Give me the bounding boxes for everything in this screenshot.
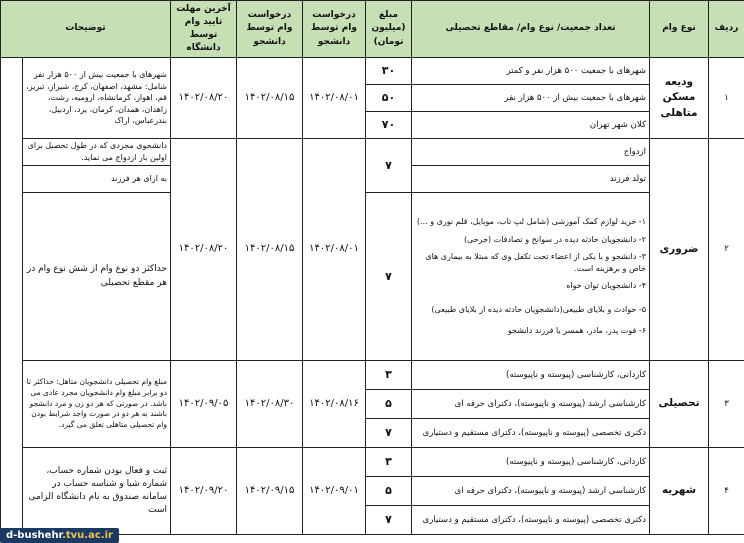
table-row bbox=[1, 448, 744, 477]
list-item: ۱- خرید لوازم کمک آموزشی (شامل لپ تاب، موبایل، قلم نوری و ...) bbox=[416, 216, 646, 226]
table-row bbox=[1, 139, 744, 166]
header-notes: توضیحات bbox=[1, 1, 171, 58]
table-row bbox=[1, 193, 744, 361]
header-amount: مبلغ (میلیون تومان) bbox=[366, 1, 412, 58]
amount-value: ۷ bbox=[366, 193, 412, 361]
amount-value: ۵ bbox=[366, 390, 412, 419]
list-item: ۳- دانشجو و یا یکی از اعضاء تحت تکفل وی که مبتلا به بیماری های خاص و برهزینه است. bbox=[425, 252, 646, 273]
notes-cell: شهرهای با جمعیت بیش از ۵۰۰ هزار نفر شامل: مشهد، اصفهان، کرج، شیراز، تبریز، قم، اهواز، کرمانشاه، ارومیه، رشت، زاهدان، همدان، کرمان، یزد، اردبیل، بندرعباس، اراک bbox=[23, 58, 171, 139]
population-desc: کاردانی، کارشناسی (پیوسته و ناپیوسته) bbox=[412, 448, 650, 477]
population-desc: کلان شهر تهران bbox=[412, 112, 650, 139]
population-desc: دکتری تخصصی (پیوسته و ناپیوسته)، دکترای مستقیم و دستیاری bbox=[412, 419, 650, 448]
amount-value: ۵۰ bbox=[366, 85, 412, 112]
essential-list bbox=[412, 193, 650, 361]
request-end-date: ۱۴۰۲/۰۹/۱۵ bbox=[237, 448, 303, 535]
approval-date: ۱۴۰۲/۰۸/۲۰ bbox=[171, 139, 237, 361]
population-desc: شهرهای با جمعیت بیش از ۵۰۰ هزار نفر bbox=[412, 85, 650, 112]
notes-cell: مبلغ وام تحصیلی دانشجویان متاهل: حداکثر تا دو برابر مبلغ وام دانشجویان مجرد عادی می باشد. در صورتی که هر دو زن و مرد دانشجو باشند به هر دو در صورت واجد شرایط بودن وام تحصیلی متاهلی تعلق می گیرد. bbox=[23, 361, 171, 448]
population-desc: کارشناسی ارشد (پیوسته و ناپیوسته)، دکترای حرفه ای bbox=[412, 477, 650, 506]
list-item: ۵- حوادث و بلایای طبیعی(دانشجویان حادثه دیده از بلایای طبیعی) bbox=[431, 304, 646, 314]
header-population: تعداد جمعیت/ نوع وام/ مقاطع تحصیلی bbox=[412, 1, 650, 58]
list-item: ۶- فوت پدر، مادر، همسر یا فرزند دانشجو bbox=[507, 326, 646, 336]
site-watermark bbox=[0, 528, 119, 543]
request-start-date: ۱۴۰۲/۰۸/۰۱ bbox=[303, 139, 366, 361]
radif-2: ۲ bbox=[709, 139, 744, 361]
header-request-deadline: درخواست وام توسط دانشجو bbox=[237, 1, 303, 58]
list-item: ۲- دانشجویان حادثه دیده در سوانح و تصادفات (جرحی) bbox=[463, 234, 646, 244]
loan-type-education: تحصیلی bbox=[650, 361, 709, 448]
population-desc: دکتری تخصصی (پیوسته و ناپیوسته)، دکترای مستقیم و دستیاری bbox=[412, 506, 650, 535]
notes-cell: به ازای هر فرزند bbox=[23, 166, 171, 193]
population-desc: تولد فرزند bbox=[412, 166, 650, 193]
loan-type-deposit: ودیعه مسکن متاهلی bbox=[650, 58, 709, 139]
radif-1: ۱ bbox=[709, 58, 744, 139]
approval-date: ۱۴۰۲/۰۹/۰۵ bbox=[171, 361, 237, 448]
list-item: ۴- دانشجویان توان خواه bbox=[566, 281, 646, 291]
header-radif: ردیف bbox=[709, 1, 744, 58]
notes-cell: حداکثر دو نوع وام از شش نوع وام در هر مقطع تحصیلی bbox=[23, 193, 171, 361]
request-start-date: ۱۴۰۲/۰۹/۰۱ bbox=[303, 448, 366, 535]
amount-value: ۷ bbox=[366, 419, 412, 448]
notes-cell: ثبت و فعال بودن شماره حساب، شماره شبا و شناسه حساب در سامانه صندوق به نام دانشگاه الزامی است bbox=[23, 448, 171, 535]
request-end-date: ۱۴۰۲/۰۸/۱۵ bbox=[237, 58, 303, 139]
population-desc: شهرهای با جمعیت ۵۰۰ هزار نفر و کمتر bbox=[412, 58, 650, 85]
amount-value: ۷ bbox=[366, 506, 412, 535]
amount-value: ۳ bbox=[366, 361, 412, 390]
header-loan-type: نوع وام bbox=[650, 1, 709, 58]
notes-cell: دانشجوی مجردی که در طول تحصیل برای اولین بار ازدواج می نماید. bbox=[23, 139, 171, 166]
request-start-date: ۱۴۰۲/۰۸/۰۱ bbox=[303, 58, 366, 139]
request-end-date: ۱۴۰۲/۰۸/۱۵ bbox=[237, 139, 303, 361]
amount-value: ۷۰ bbox=[366, 112, 412, 139]
amount-value: ۳ bbox=[366, 448, 412, 477]
watermark-accent: .tvu.ac.ir bbox=[62, 530, 113, 541]
header-student-request: درخواست وام توسط دانشجو bbox=[303, 1, 366, 58]
watermark-main: d-bushehr bbox=[6, 530, 63, 541]
side-note bbox=[1, 58, 23, 535]
loan-type-essential: ضروری bbox=[650, 139, 709, 361]
table-row bbox=[1, 58, 744, 85]
request-start-date: ۱۴۰۲/۰۸/۱۶ bbox=[303, 361, 366, 448]
header-univ-approval: آخرین مهلت تایید وام توسط دانشگاه bbox=[171, 1, 237, 58]
request-end-date: ۱۴۰۲/۰۸/۳۰ bbox=[237, 361, 303, 448]
header-row bbox=[1, 1, 744, 58]
amount-value: ۵ bbox=[366, 477, 412, 506]
table-row bbox=[1, 361, 744, 390]
loan-type-tuition: شهریه bbox=[650, 448, 709, 535]
amount-value: ۷ bbox=[366, 139, 412, 193]
approval-date: ۱۴۰۲/۰۹/۲۰ bbox=[171, 448, 237, 535]
population-desc: کارشناسی ارشد (پیوسته و ناپیوسته)، دکترای حرفه ای bbox=[412, 390, 650, 419]
amount-value: ۳۰ bbox=[366, 58, 412, 85]
radif-3: ۳ bbox=[709, 361, 744, 448]
approval-date: ۱۴۰۲/۰۸/۲۰ bbox=[171, 58, 237, 139]
population-desc: ازدواج bbox=[412, 139, 650, 166]
radif-4: ۴ bbox=[709, 448, 744, 535]
population-desc: کاردانی، کارشناسی (پیوسته و ناپیوسته) bbox=[412, 361, 650, 390]
